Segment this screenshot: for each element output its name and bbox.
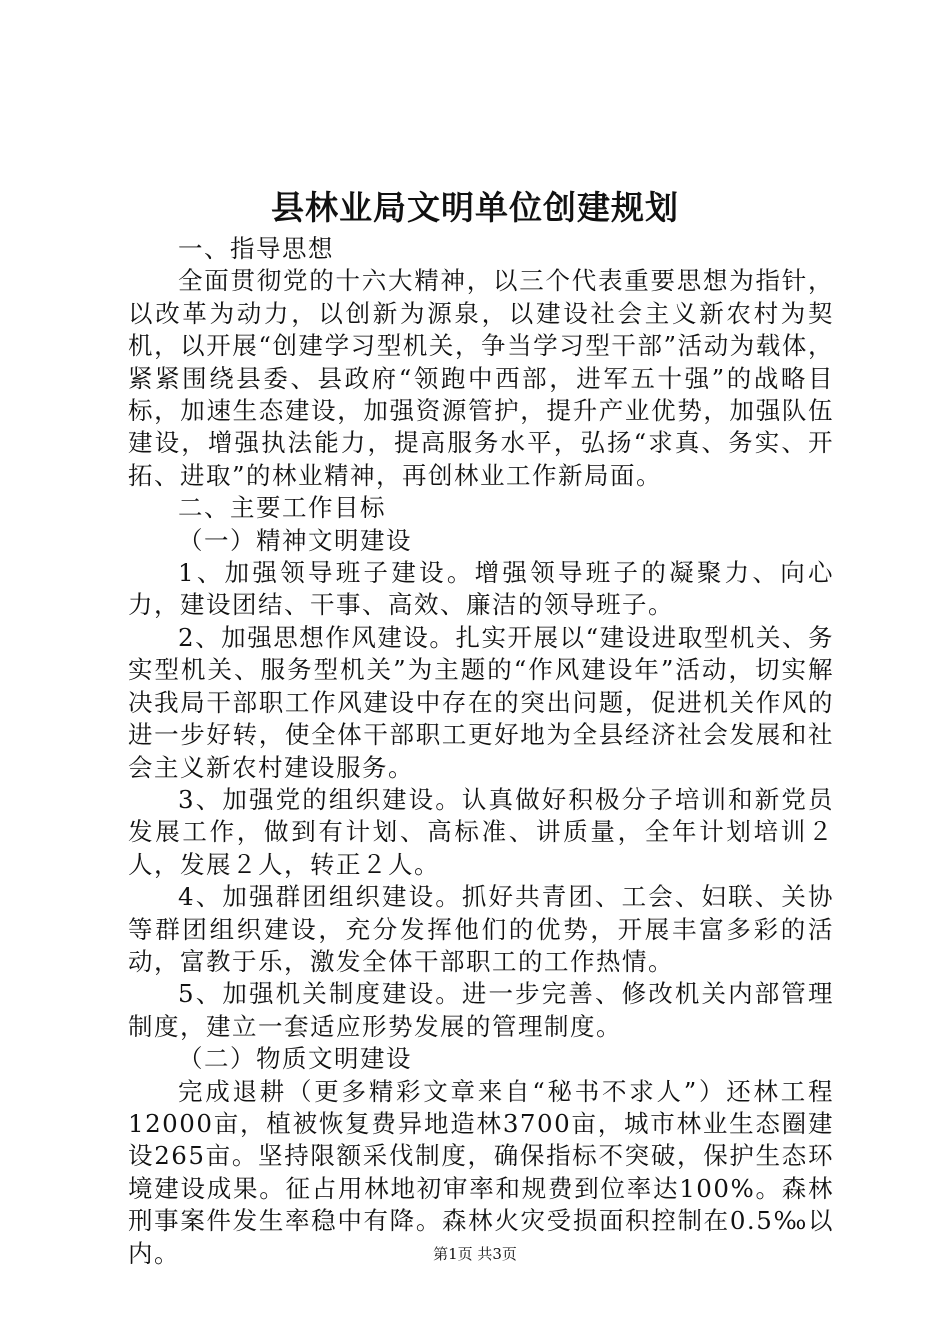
section-heading-guiding-ideology: 一、指导思想 — [178, 234, 334, 263]
document-body — [128, 233, 834, 1270]
paragraph-material-civilization: 完成退耕（更多精彩文章来自“秘书不求人”）还林工程12000亩，植被恢复费异地造林3700亩，城市林业生态圈建设265亩。坚持限额采伐制度，确保指标不突破，保护生态环境建设成果。征占用林地初审率和规费到位率达100%。森林刑事案件发生率稳中有降。森林火灾受损面积控制在0.5‰以内。 — [128, 1076, 834, 1268]
document-title: 县林业局文明单位创建规划 — [271, 188, 679, 227]
paragraph-guiding-ideology: 全面贯彻党的十六大精神，以三个代表重要思想为指针，以改革为动力，以创新为源泉，以建设社会主义新农村为契机，以开展“创建学习型机关，争当学习型干部”活动为载体，紧紧围绕县委、县政府“领跑中西部，进军五十强”的战略目标，加速生态建设，加强资源管护，提升产业优势，加强队伍建设，增强执法能力，提高服务水平，弘扬“求真、务实、开拓、进取”的林业精神，再创林业工作新局面。 — [128, 266, 834, 490]
paragraph-item-1: 1、加强领导班子建设。增强领导班子的凝聚力、向心力，建设团结、干事、高效、廉洁的领导班子。 — [128, 558, 834, 620]
paragraph-item-3: 3、加强党的组织建设。认真做好积极分子培训和新党员发展工作，做到有计划、高标准、讲质量，全年计划培训２人，发展２人，转正２人。 — [128, 784, 834, 879]
subsection-heading-material-civilization: （二）物质文明建设 — [178, 1044, 412, 1074]
paragraph-item-2: 2、加强思想作风建设。扎实开展以“建设进取型机关、务实型机关、服务型机关”为主题的“作风建设年”活动，切实解决我局干部职工作风建设中存在的突出问题，促进机关作风的进一步好转，使全体干部职工更好地为全县经济社会发展和社会主义新农村建设服务。 — [128, 622, 834, 782]
paragraph-item-4: 4、加强群团组织建设。抓好共青团、工会、妇联、关协等群团组织建设，充分发挥他们的优势，开展丰富多彩的活动，富教于乐，激发全体干部职工的工作热情。 — [128, 882, 834, 976]
section-heading-main-goals: 二、主要工作目标 — [178, 493, 386, 523]
page-footer: 第1页 共3页 — [433, 1245, 517, 1263]
subsection-heading-spiritual-civilization: （一）精神文明建设 — [178, 525, 412, 555]
paragraph-item-5: 5、加强机关制度建设。进一步完善、修改机关内部管理制度，建立一套适应形势发展的管理制度。 — [128, 979, 834, 1041]
